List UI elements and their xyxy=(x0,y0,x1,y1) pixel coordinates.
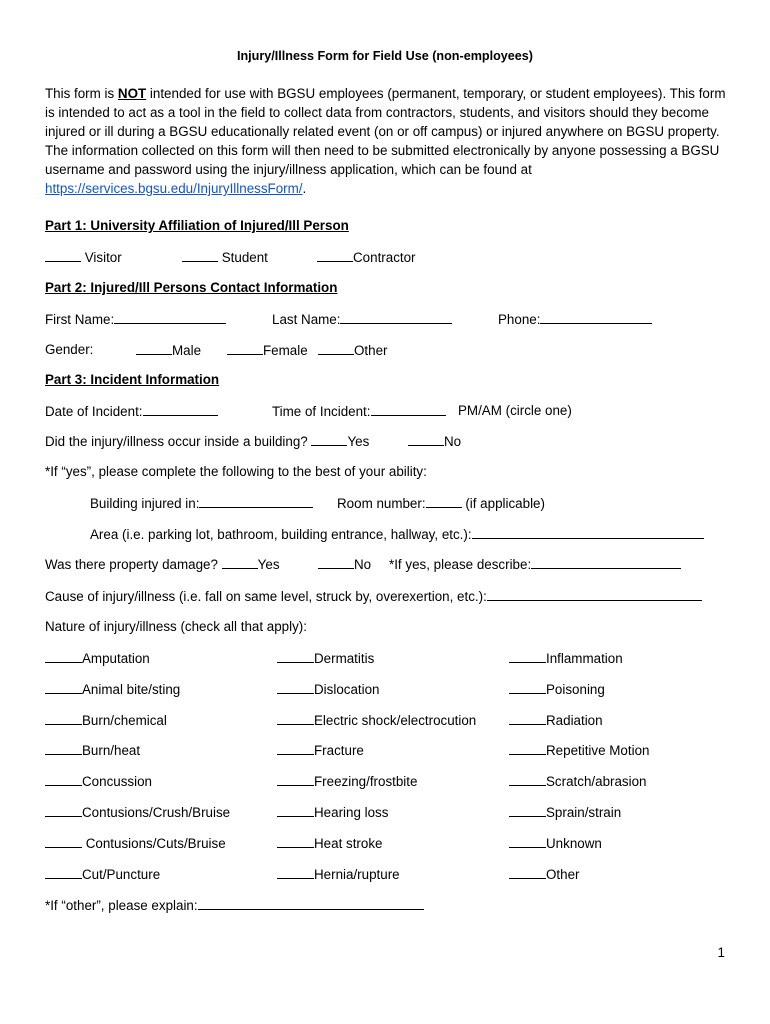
part1-heading: Part 1: University Affiliation of Injured/Ill Person xyxy=(45,218,349,233)
nature-option-label: Burn/heat xyxy=(82,743,141,759)
time-blank[interactable] xyxy=(371,402,446,416)
nature-option xyxy=(277,711,476,729)
date-blank[interactable] xyxy=(143,402,218,416)
contractor-label: Contractor xyxy=(353,250,416,265)
first-name-blank[interactable] xyxy=(114,310,226,324)
nature-option xyxy=(509,680,605,698)
nature-option-label: Unknown xyxy=(546,835,602,851)
first-name-label: First Name: xyxy=(45,312,115,327)
page-number: 1 xyxy=(717,945,725,960)
damage-no-label: No xyxy=(354,557,372,572)
contractor-option xyxy=(317,248,416,266)
nature-option xyxy=(509,772,646,790)
nature-option-label: Dislocation xyxy=(314,681,380,697)
nature-option xyxy=(509,649,623,667)
inside-building-label: Did the injury/illness occur inside a building? xyxy=(45,434,308,449)
nature-option-label: Other xyxy=(546,866,580,882)
if-yes-instruction: *If “yes”, please complete the following to the best of your ability: xyxy=(45,464,427,479)
gender-label: Gender: xyxy=(45,342,94,357)
nature-option-blank[interactable] xyxy=(509,711,546,725)
nature-option-blank[interactable] xyxy=(277,711,314,725)
nature-option-blank[interactable] xyxy=(45,772,82,786)
male-blank[interactable] xyxy=(136,341,172,355)
nature-option xyxy=(509,865,580,883)
nature-option-blank[interactable] xyxy=(277,834,314,848)
injury-form-link[interactable]: https://services.bgsu.edu/InjuryIllnessForm/ xyxy=(45,181,303,196)
visitor-blank[interactable] xyxy=(45,248,81,262)
nature-option xyxy=(45,741,140,759)
form-title: Injury/Illness Form for Field Use (non-employees) xyxy=(236,49,533,63)
property-damage-question xyxy=(45,555,280,573)
student-blank[interactable] xyxy=(182,248,218,262)
nature-option xyxy=(509,803,621,821)
cause-label: Cause of injury/illness (i.e. fall on same level, struck by, overexertion, etc.): xyxy=(45,589,487,604)
nature-option-label: Hearing loss xyxy=(314,805,389,820)
building-label: Building injured in: xyxy=(90,496,200,511)
damage-yes-label: Yes xyxy=(257,557,280,572)
building-blank[interactable] xyxy=(199,494,313,508)
nature-option-blank[interactable] xyxy=(509,741,546,755)
gender-other-blank[interactable] xyxy=(318,341,354,355)
nature-option-blank[interactable] xyxy=(509,680,546,694)
nature-option-blank[interactable] xyxy=(45,711,82,725)
nature-option-blank[interactable] xyxy=(45,680,82,694)
nature-option-label: Amputation xyxy=(82,651,150,666)
nature-option xyxy=(277,865,400,883)
intro-not-emphasis: NOT xyxy=(117,86,147,101)
intro-text-end: . xyxy=(302,181,307,196)
nature-option xyxy=(509,741,649,759)
property-damage-label: Was there property damage? xyxy=(45,557,218,572)
nature-option xyxy=(277,649,374,667)
room-field xyxy=(337,494,545,512)
cause-field xyxy=(45,587,702,605)
nature-option-label: Fracture xyxy=(314,743,364,759)
nature-option xyxy=(45,711,167,729)
intro-text-start: This form is xyxy=(45,86,118,101)
male-option xyxy=(136,341,201,359)
nature-option xyxy=(509,834,602,852)
nature-option-label: Inflammation xyxy=(546,651,623,666)
nature-option-blank[interactable] xyxy=(45,649,82,663)
time-label: Time of Incident: xyxy=(272,404,371,419)
nature-option-blank[interactable] xyxy=(509,649,546,663)
student-label: Student xyxy=(221,250,268,265)
damage-yes-blank[interactable] xyxy=(222,555,258,569)
time-field xyxy=(272,402,446,420)
visitor-label: Visitor xyxy=(84,250,122,265)
damage-describe-label: *If yes, please describe: xyxy=(389,557,532,572)
last-name-field xyxy=(272,310,452,328)
nature-option-label: Cut/Puncture xyxy=(82,866,161,882)
inside-no-label: No xyxy=(444,434,462,449)
nature-option xyxy=(45,680,180,698)
nature-option-label: Sprain/strain xyxy=(546,805,622,820)
female-option xyxy=(227,341,308,359)
phone-field xyxy=(498,310,652,328)
nature-option xyxy=(277,772,417,790)
nature-option-label: Dermatitis xyxy=(314,651,375,666)
nature-option-blank[interactable] xyxy=(45,803,82,817)
building-field xyxy=(90,494,313,512)
phone-blank[interactable] xyxy=(540,310,652,324)
nature-option-label: Contusions/Crush/Bruise xyxy=(82,805,231,820)
nature-option-label: Hernia/rupture xyxy=(314,866,400,882)
other-explain-blank[interactable] xyxy=(198,896,424,910)
nature-option-label: Radiation xyxy=(546,712,603,728)
nature-option-blank[interactable] xyxy=(509,865,546,879)
nature-option-label: Poisoning xyxy=(546,681,605,697)
inside-no-blank[interactable] xyxy=(408,432,444,446)
nature-option xyxy=(45,803,230,821)
first-name-field xyxy=(45,310,226,328)
nature-option-label: Freezing/frostbite xyxy=(314,774,418,790)
nature-option xyxy=(45,834,226,852)
last-name-blank[interactable] xyxy=(340,310,452,324)
date-label: Date of Incident: xyxy=(45,404,143,419)
nature-option xyxy=(509,711,603,729)
visitor-option xyxy=(45,248,122,266)
phone-label: Phone: xyxy=(498,312,541,327)
date-field xyxy=(45,402,218,420)
female-blank[interactable] xyxy=(227,341,263,355)
nature-option-label: Burn/chemical xyxy=(82,712,167,728)
inside-yes-blank[interactable] xyxy=(311,432,347,446)
nature-option xyxy=(277,680,380,698)
nature-option-label: Animal bite/sting xyxy=(82,681,181,697)
nature-option-blank[interactable] xyxy=(277,865,314,879)
ampm-note: PM/AM (circle one) xyxy=(458,403,572,418)
nature-option xyxy=(45,649,150,667)
part2-heading: Part 2: Injured/Ill Persons Contact Information xyxy=(45,280,338,295)
nature-option xyxy=(45,865,160,883)
contractor-blank[interactable] xyxy=(317,248,353,262)
nature-option-label: Heat stroke xyxy=(314,835,383,851)
nature-option-label: Scratch/abrasion xyxy=(546,774,647,790)
nature-option xyxy=(45,772,152,790)
nature-option-label: Concussion xyxy=(82,774,152,790)
nature-instruction: Nature of injury/illness (check all that apply): xyxy=(45,619,307,634)
male-label: Male xyxy=(172,343,202,358)
nature-option-blank[interactable] xyxy=(277,680,314,694)
other-explain-field xyxy=(45,896,424,914)
intro-text-body: intended for use with BGSU employees (permanent, temporary, or student employees). This form is intended to act as a tool in the field to collect data from contractors, students, and visitors should they become injured or ill during a BGSU educationally related event (on or off campus) or injured anywhere on BGSU property. The information collected on this form will then need to be submitted electronically by anyone possessing a BGSU username and password using the injury/illness application, which can be found at xyxy=(45,86,726,177)
nature-option-blank[interactable] xyxy=(45,741,82,755)
nature-option-label: Repetitive Motion xyxy=(546,743,650,759)
intro-paragraph xyxy=(45,84,730,198)
area-field xyxy=(90,525,704,543)
damage-describe-field xyxy=(389,555,681,573)
damage-describe-blank[interactable] xyxy=(531,555,681,569)
female-label: Female xyxy=(263,343,308,358)
damage-no-blank[interactable] xyxy=(318,555,354,569)
nature-option-blank[interactable] xyxy=(45,865,82,879)
room-label: Room number: xyxy=(337,496,426,511)
nature-option xyxy=(277,803,388,821)
nature-option-label: Electric shock/electrocution xyxy=(314,712,477,728)
other-explain-label: *If “other”, please explain: xyxy=(45,898,198,913)
nature-option-blank[interactable] xyxy=(277,803,314,817)
nature-option-label: Contusions/Cuts/Bruise xyxy=(82,835,226,851)
nature-option xyxy=(277,741,364,759)
damage-no-option xyxy=(318,555,371,573)
cause-blank[interactable] xyxy=(487,587,702,601)
area-label: Area (i.e. parking lot, bathroom, building entrance, hallway, etc.): xyxy=(90,527,472,542)
nature-option xyxy=(277,834,382,852)
inside-no-option xyxy=(408,432,461,450)
last-name-label: Last Name: xyxy=(272,312,341,327)
nature-option-blank[interactable] xyxy=(277,649,314,663)
nature-option-blank[interactable] xyxy=(277,741,314,755)
room-blank[interactable] xyxy=(426,494,462,508)
nature-option-blank[interactable] xyxy=(509,803,546,817)
area-blank[interactable] xyxy=(472,525,704,539)
gender-other-label: Other xyxy=(354,343,388,358)
nature-option-blank[interactable] xyxy=(509,834,546,848)
student-option xyxy=(182,248,268,266)
part3-heading: Part 3: Incident Information xyxy=(45,372,220,387)
nature-option-blank[interactable] xyxy=(45,834,82,848)
gender-other-option xyxy=(318,341,388,359)
room-note: (if applicable) xyxy=(465,496,545,511)
inside-yes-label: Yes xyxy=(347,434,370,449)
inside-building-question xyxy=(45,432,369,450)
nature-option-blank[interactable] xyxy=(509,772,546,786)
nature-option-blank[interactable] xyxy=(277,772,314,786)
